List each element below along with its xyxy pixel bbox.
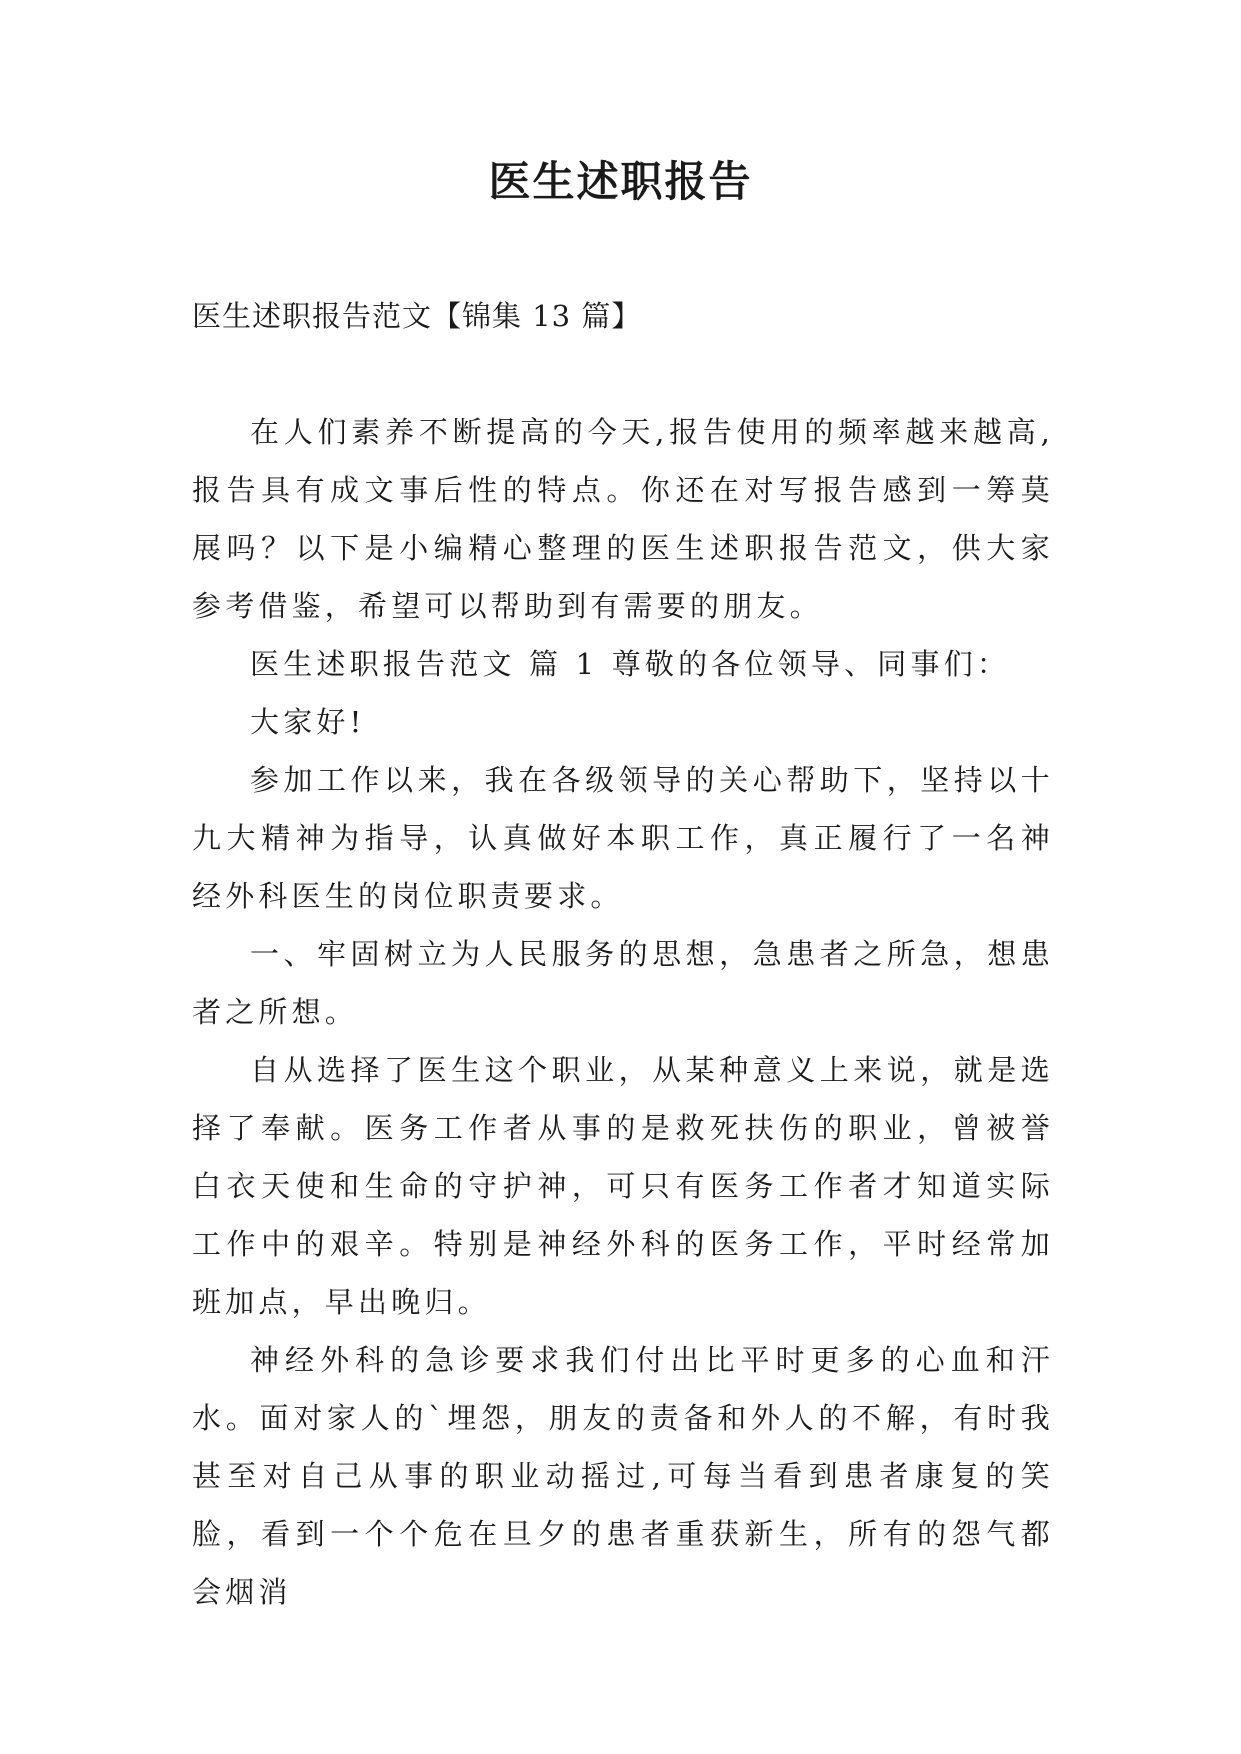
document-title: 医生述职报告 (488, 157, 753, 206)
document-body (192, 403, 1054, 1621)
paragraph-emergency: 神经外科的急诊要求我们付出比平时更多的心血和汗水。面对家人的`埋怨，朋友的责备和外人的不解，有时我甚至对自己从事的职业动摇过,可每当看到患者康复的笑脸，看到一个个危在旦夕的患者重获新生，所有的怨气都会烟消 (192, 1343, 1054, 1609)
paragraph-intro: 在人们素养不断提高的今天,报告使用的频率越来越高,报告具有成文事后性的特点。你还在对写报告感到一筹莫展吗？以下是小编精心整理的医生述职报告范文，供大家参考借鉴，希望可以帮助到有需要的朋友。 (192, 415, 1054, 623)
paragraph-greeting: 大家好! (250, 705, 366, 739)
paragraph-work-summary: 参加工作以来，我在各级领导的关心帮助下，坚持以十九大精神为指导，认真做好本职工作，真正履行了一名神经外科医生的岗位职责要求。 (192, 763, 1054, 913)
paragraph-section-heading: 一、牢固树立为人民服务的思想，急患者之所急，想患者之所想。 (192, 937, 1054, 1029)
paragraph-career-choice: 自从选择了医生这个职业，从某种意义上来说，就是选择了奉献。医务工作者从事的是救死扶伤的职业，曾被誉白衣天使和生命的守护神，可只有医务工作者才知道实际工作中的艰辛。特别是神经外科的医务工作，平时经常加班加点，早出晚归。 (192, 1053, 1054, 1319)
document-subtitle: 医生述职报告范文【锦集 13 篇】 (192, 299, 642, 333)
paragraph-salutation: 医生述职报告范文 篇 1 尊敬的各位领导、同事们： (250, 647, 1011, 681)
